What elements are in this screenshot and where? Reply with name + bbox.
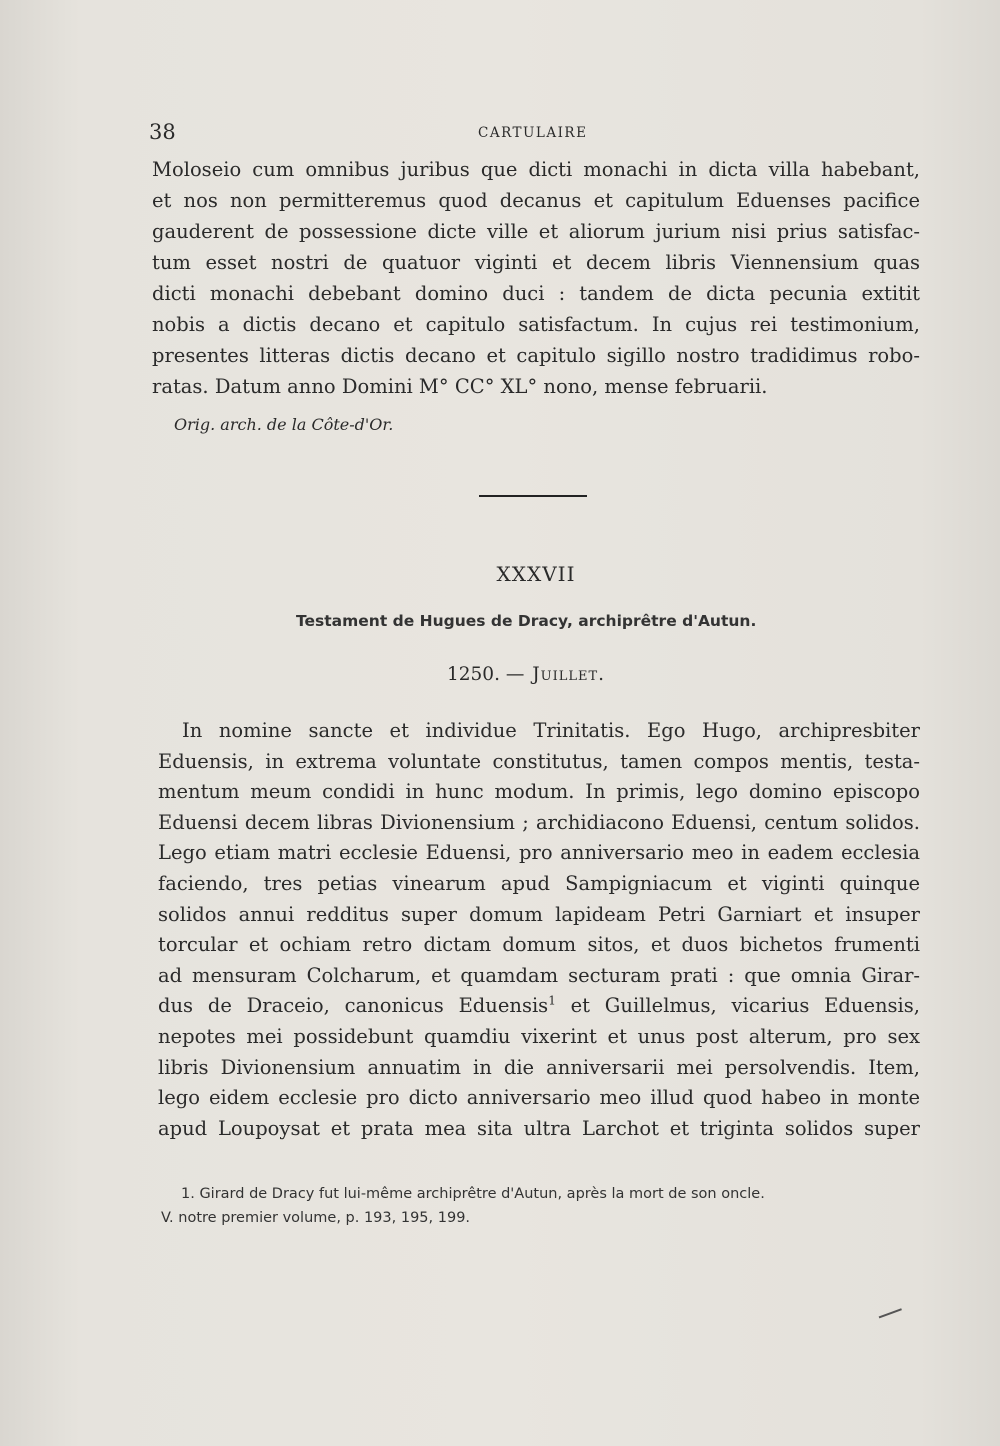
document-number xyxy=(0,562,1000,586)
footnotes xyxy=(161,1182,925,1230)
text-line: nepotes mei possidebunt quamdiu vixerint et unus post alterum, pro sex xyxy=(158,1024,920,1048)
text-line: nobis a dictis decano et capitulo satisfactum. In cujus rei testimonium, xyxy=(152,313,920,336)
text-line: ratas. Datum anno Domini M° CC° XL° nono, mense februarii. xyxy=(152,375,768,398)
text-line: lego eidem ecclesie pro dicto anniversario meo illud quod habeo in monte xyxy=(158,1086,920,1110)
text-line: libris Divionensium annuatim in die anniversarii mei persolvendis. Item, xyxy=(158,1055,920,1079)
page-number: 38 xyxy=(149,120,176,144)
text-line: gauderent de possessione dicte ville et aliorum jurium nisi prius satisfac- xyxy=(152,220,920,243)
footnote-line: V. notre premier volume, p. 193, 195, 199. xyxy=(161,1210,471,1226)
text-segment: dus de Draceio, canonicus Eduensis xyxy=(158,994,549,1018)
previous-document-text xyxy=(152,154,920,402)
running-head xyxy=(149,120,919,150)
section-divider xyxy=(479,495,587,497)
footnote-line: 1. Girard de Dracy fut lui-même archiprêtre d'Autun, après la mort de son oncle. xyxy=(181,1186,765,1202)
text-line: dicti monachi debebant domino duci : tandem de dicta pecunia extitit xyxy=(152,282,920,305)
text-line: solidos annui redditus super domum lapideam Petri Garniart et insuper xyxy=(158,902,920,926)
text-line: mentum meum condidi in hunc modum. In primis, lego domino episcopo xyxy=(158,780,920,804)
ink-mark xyxy=(879,1308,906,1327)
text-line: torcular et ochiam retro dictam domum sitos, et duos bichetos frumenti xyxy=(158,933,920,957)
text-line: Moloseio cum omnibus juribus que dicti monachi in dicta villa habebant, xyxy=(152,158,920,181)
text-line: Lego etiam matri ecclesie Eduensi, pro anniversario meo in eadem ecclesia xyxy=(158,841,920,865)
text-line: et nos non permitteremus quod decanus et capitulum Eduenses pacifice xyxy=(152,189,920,212)
text-line: faciendo, tres petias vinearum apud Sampigniacum et viginti quinque xyxy=(158,871,920,895)
running-title: CARTULAIRE xyxy=(478,125,588,141)
text-segment: et Guillelmus, vicarius Eduensis, xyxy=(570,994,920,1018)
footnote-reference: 1 xyxy=(548,993,556,1008)
source-note: Orig. arch. de la Côte-d'Or. xyxy=(174,415,394,434)
document-body xyxy=(158,716,920,1144)
document-title: Testament de Hugues de Dracy, archiprêtre d'Autun. xyxy=(296,612,757,630)
date-month: — Juillet. xyxy=(505,664,606,685)
text-line: Eduensi decem libras Divionensium ; archidiacono Eduensi, centum solidos. xyxy=(158,810,920,834)
text-line: apud Loupoysat et prata mea sita ultra Larchot et triginta solidos super xyxy=(158,1116,920,1140)
date-year: 1250. xyxy=(447,664,500,685)
text-line: ad mensuram Colcharum, et quamdam secturam prati : que omnia Girar- xyxy=(158,963,920,987)
document-date xyxy=(447,664,605,685)
text-line-with-footnote xyxy=(158,991,920,1022)
text-line: Eduensis, in extrema voluntate constitutus, tamen compos mentis, testa- xyxy=(158,749,920,773)
document-number-text: XXXVII xyxy=(496,562,576,586)
text-line: presentes litteras dictis decano et capitulo sigillo nostro tradidimus robo- xyxy=(152,344,920,367)
text-line: tum esset nostri de quatuor viginti et decem libris Viennensium quas xyxy=(152,251,920,274)
text-line: In nomine sancte et individue Trinitatis. Ego Hugo, archipresbiter xyxy=(182,719,920,742)
